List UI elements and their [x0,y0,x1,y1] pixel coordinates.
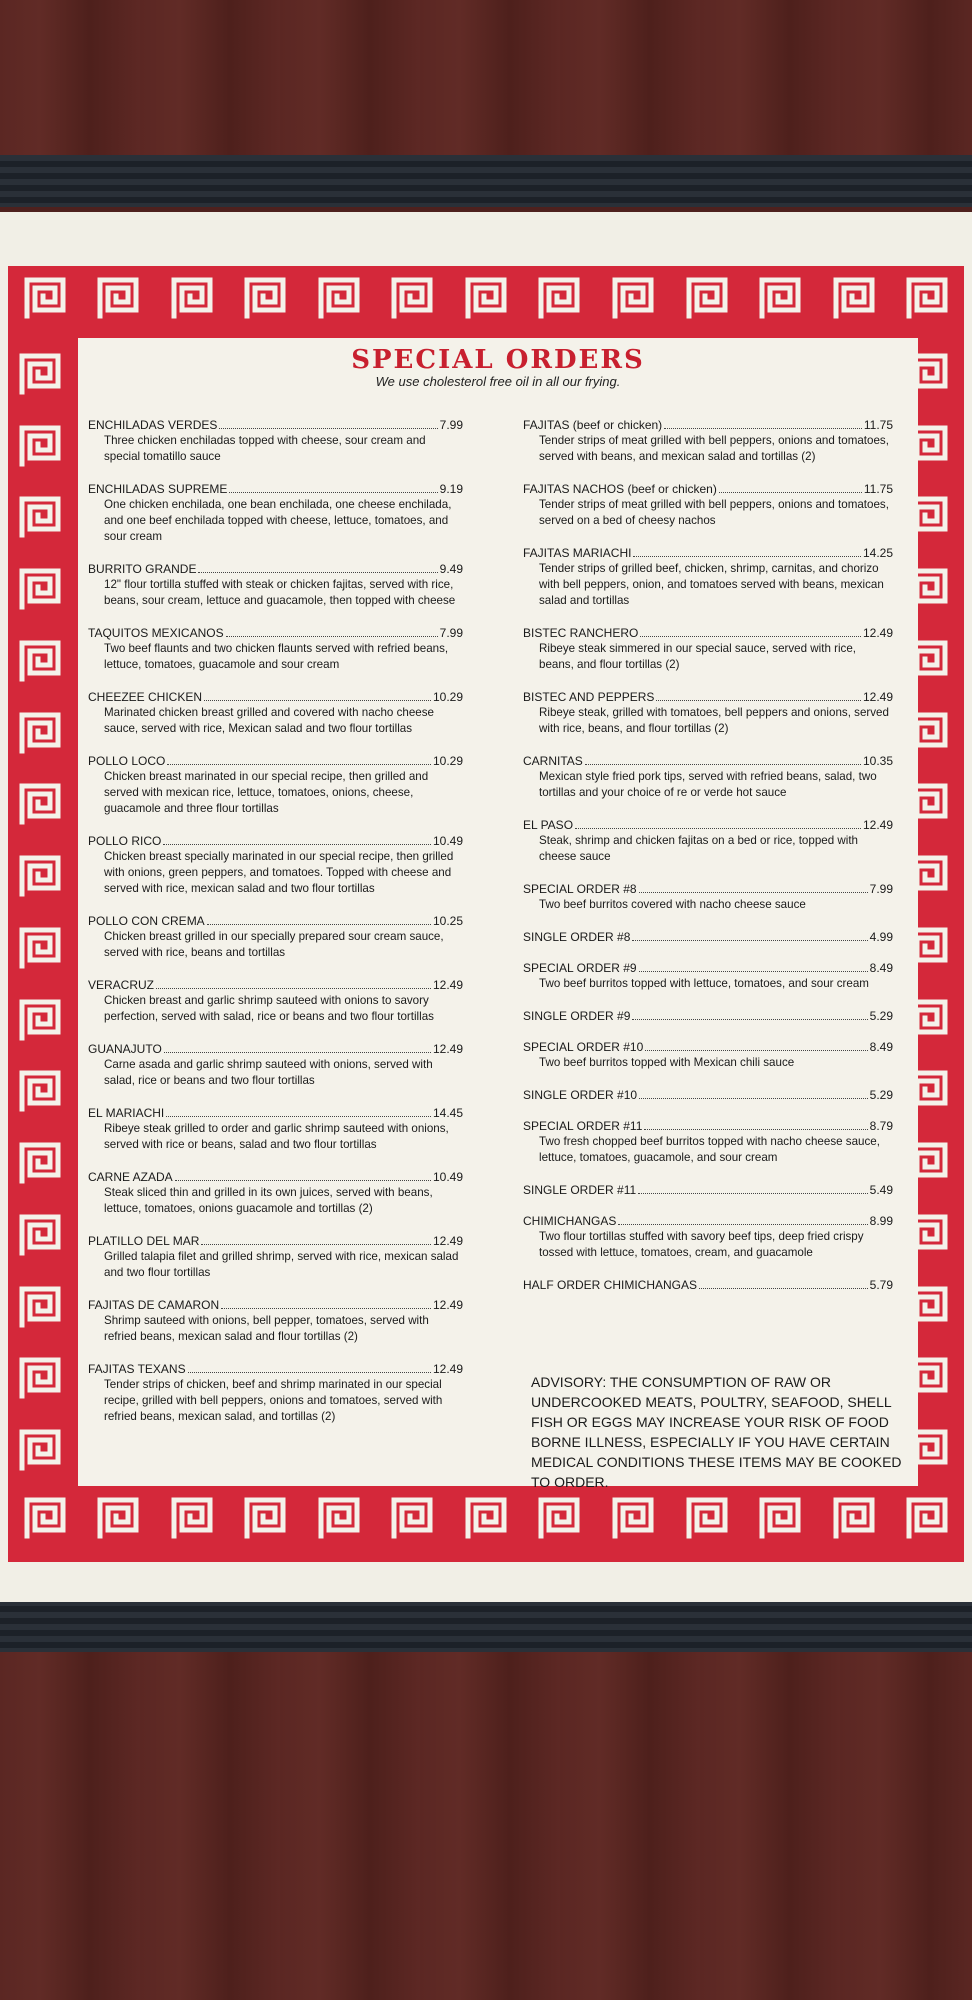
menu-item-name: FAJITAS TEXANS [88,1362,186,1376]
menu-item [523,754,893,801]
menu-item [523,1009,893,1023]
dot-leader [633,556,861,557]
menu-item-description: Ribeye steak simmered in our special sauce, served with rice, beans, and flour tortillas (2) [539,642,857,671]
greek-key-icon [18,926,62,970]
menu-item-header [523,930,893,944]
menu-item-name: FAJITAS NACHOS (beef or chicken) [523,482,717,496]
greek-key-icon [18,1356,62,1400]
border-pattern-bottom [8,1496,964,1548]
menu-item-price: 7.99 [439,418,463,432]
greek-key-icon [170,1496,214,1540]
menu-item [88,562,463,609]
menu-item-price: 10.49 [432,834,463,848]
menu-item-header [88,562,463,576]
menu-item-header [88,914,463,928]
menu-item [88,1170,463,1217]
greek-key-icon [758,276,802,320]
menu-item-name: BURRITO GRANDE [88,562,197,576]
menu-item-name: EL MARIACHI [88,1106,165,1120]
menu-item-price: 14.45 [432,1106,463,1120]
menu-item-description: Three chicken enchiladas topped with cheese, sour cream and special tomatillo sauce [104,434,426,463]
menu-item-price: 5.29 [869,1009,893,1023]
menu-item-description: Grilled talapia filet and grilled shrimp, served with rice, mexican salad and two flour tortillas [104,1250,459,1279]
greek-key-icon [18,639,62,683]
menu-item-price: 12.49 [432,1042,463,1056]
menu-item-header [88,1234,463,1248]
menu-item [88,978,463,1025]
menu-item [88,914,463,961]
menu-item-description: Two beef burritos topped with Mexican chili sauce [539,1056,795,1069]
menu-item-header [523,818,893,832]
menu-item-description: Mexican style fried pork tips, served with refried beans, salad, two tortillas and your choice of re or verde hot sauce [539,770,877,799]
greek-key-icon [317,276,361,320]
menu-item-price: 9.19 [439,482,463,496]
menu-item-header [523,1214,893,1228]
menu-item-description: Chicken breast and garlic shrimp sauteed with onions to savory perfection, served with salad, rice or beans and two flour tortillas [104,994,434,1023]
greek-key-icon [537,276,581,320]
menu-item-description: 12" flour tortilla stuffed with steak or chicken fajitas, served with rice, beans, sour cream, lettuce and guacamole, then topped with cheese [104,578,456,607]
greek-key-icon [18,495,62,539]
menu-item [523,961,893,992]
menu-item-header [523,418,893,432]
greek-key-icon [18,782,62,826]
menu-item-description: Tender strips of meat grilled with bell peppers, onions and tomatoes, served on a bed of cheesy nachos [539,498,889,527]
menu-item-price: 12.49 [432,1234,463,1248]
greek-key-icon [96,1496,140,1540]
dot-leader [645,1050,867,1051]
greek-key-icon [23,276,67,320]
menu-item-name: VERACRUZ [88,978,155,992]
dot-leader [719,492,862,493]
border-pattern-left [18,338,70,1486]
dot-leader [167,764,431,765]
wood-table-bottom [0,1650,972,2000]
dot-leader [229,492,437,493]
menu-item-name: FAJITAS MARIACHI [523,546,632,560]
menu-item-name: SINGLE ORDER #11 [523,1183,637,1197]
greek-key-icon [611,276,655,320]
menu-item-price: 14.25 [862,546,893,560]
dot-leader [632,940,867,941]
menu-item-header [523,1040,893,1054]
menu-item-price: 5.79 [869,1278,893,1292]
greek-key-icon [18,1428,62,1472]
dot-leader [632,1019,867,1020]
dot-leader [188,1372,431,1373]
menu-item-description: Tender strips of meat grilled with bell peppers, onions and tomatoes, served with beans, and mexican salad and tortillas (2) [539,434,889,463]
menu-item-name: BISTEC RANCHERO [523,626,639,640]
menu-item-name: CARNE AZADA [88,1170,173,1184]
dot-leader [226,636,438,637]
menu-column-left [88,418,463,1442]
menu-item [523,546,893,609]
menu-item-description: Carne asada and garlic shrimp sauteed with onions, served with salad, rice or beans and two flour tortillas [104,1058,433,1087]
menu-item [88,418,463,465]
menu-item-name: POLLO RICO [88,834,162,848]
menu-item-name: BISTEC AND PEPPERS [523,690,655,704]
menu-item-price: 12.49 [432,1298,463,1312]
menu-item [523,1278,893,1292]
dot-leader [575,828,861,829]
menu-item-price: 7.99 [439,626,463,640]
dot-leader [639,1098,868,1099]
menu-item [523,930,893,944]
greek-key-icon [170,276,214,320]
menu-item [523,1040,893,1071]
dot-leader [156,988,431,989]
menu-item-header [523,1183,893,1197]
menu-item-header [523,1278,893,1292]
menu-subtitle: We use cholesterol free oil in all our frying. [375,374,621,389]
greek-key-icon [18,1213,62,1257]
menu-item-price: 12.49 [862,626,893,640]
menu-item-price: 10.29 [432,754,463,768]
menu-item [523,1214,893,1261]
menu-item-header [523,1009,893,1023]
menu-item-name: FAJITAS (beef or chicken) [523,418,663,432]
menu-item-description: Steak, shrimp and chicken fajitas on a bed or rice, topped with cheese sauce [539,834,859,863]
menu-item-description: Tender strips of chicken, beef and shrimp marinated in our special recipe, grilled with bell peppers, onions and tomatoes, served with refried beans, mexican salad, and tortillas (2) [104,1378,443,1423]
menu-item [523,626,893,673]
menu-item-price: 7.99 [869,882,893,896]
greek-key-icon [537,1496,581,1540]
greek-key-icon [18,1141,62,1185]
dot-leader [644,1129,867,1130]
menu-item [88,1234,463,1281]
greek-key-icon [96,276,140,320]
menu-item [88,1362,463,1425]
dot-leader [699,1288,868,1289]
menu-binder-top [0,155,972,207]
menu-item [523,1119,893,1166]
menu-item-description: Ribeye steak, grilled with tomatoes, bell peppers and onions, served with rice, beans, and flour tortillas (2) [539,706,889,735]
greek-key-icon [685,1496,729,1540]
greek-key-icon [243,276,287,320]
menu-item-price: 4.99 [869,930,893,944]
menu-item [523,418,893,465]
menu-item-price: 12.49 [862,690,893,704]
menu-item-name: POLLO CON CREMA [88,914,205,928]
menu-item-header [523,690,893,704]
dot-leader [656,700,861,701]
menu-column-right [523,418,893,1309]
menu-item-description: Two beef burritos topped with lettuce, tomatoes, and sour cream [539,977,869,990]
menu-item [523,1183,893,1197]
menu-item-header [523,882,893,896]
menu-item-price: 12.49 [432,978,463,992]
menu-item-description: Two beef burritos covered with nacho cheese sauce [539,898,806,911]
menu-item-header [88,1042,463,1056]
menu-item-description: Chicken breast grilled in our specially prepared sour cream sauce, served with rice, beans and tortillas [104,930,444,959]
greek-key-icon [18,352,62,396]
menu-item-header [523,754,893,768]
dot-leader [221,1308,431,1309]
menu-item-header [523,1119,893,1133]
greek-key-icon [464,1496,508,1540]
dot-leader [204,700,431,701]
menu-item-price: 10.49 [432,1170,463,1184]
menu-item-name: CHEEZEE CHICKEN [88,690,203,704]
dot-leader [166,1116,431,1117]
greek-key-icon [18,998,62,1042]
greek-key-icon [18,567,62,611]
menu-item-header [88,690,463,704]
dot-leader [175,1180,431,1181]
menu-item-description: Two fresh chopped beef burritos topped with nacho cheese sauce, lettuce, tomatoes, guacamole, and sour cream [539,1135,880,1164]
greek-key-icon [905,1496,949,1540]
greek-key-icon [390,276,434,320]
greek-key-icon [23,1496,67,1540]
greek-key-icon [905,276,949,320]
greek-key-icon [390,1496,434,1540]
menu-item-price: 11.75 [863,482,893,496]
menu-item-header [523,961,893,975]
menu-item-header [523,482,893,496]
menu-item [88,1042,463,1089]
greek-key-icon [832,1496,876,1540]
menu-item-header [523,1088,893,1102]
greek-key-icon [18,1069,62,1113]
menu-item-header [88,482,463,496]
greek-key-icon [611,1496,655,1540]
menu-item-name: POLLO LOCO [88,754,166,768]
dot-leader [585,764,861,765]
menu-item-price: 11.75 [863,418,893,432]
greek-key-icon [317,1496,361,1540]
menu-item-name: TAQUITOS MEXICANOS [88,626,224,640]
greek-key-icon [685,276,729,320]
menu-item [88,626,463,673]
dot-leader [664,428,862,429]
greek-key-icon [18,854,62,898]
menu-item-description: Ribeye steak grilled to order and garlic shrimp sauteed with onions, served with rice or beans, salad and two flour tortillas [104,1122,449,1151]
dot-leader [640,636,861,637]
menu-item-price: 8.49 [869,1040,893,1054]
menu-item-description: Shrimp sauteed with onions, bell pepper, tomatoes, served with refried beans, mexican salad and flour tortillas (2) [104,1314,429,1343]
greek-key-icon [464,276,508,320]
menu-item-name: SPECIAL ORDER #8 [523,882,637,896]
menu-item-price: 8.79 [869,1119,893,1133]
menu-item [523,882,893,913]
menu-item [88,834,463,897]
menu-binder-bottom [0,1600,972,1652]
menu-item-header [88,1106,463,1120]
menu-item-description: Steak sliced thin and grilled in its own juices, served with beans, lettuce, tomatoes, onions guacamole and tortillas (2) [104,1186,433,1215]
menu-item-header [523,546,893,560]
menu-item-name: SINGLE ORDER #9 [523,1009,631,1023]
menu-item-description: Tender strips of grilled beef, chicken, shrimp, carnitas, and chorizo with bell peppers, onion, and tomatoes served with beans, mexican salad and tortillas [539,562,884,607]
menu-item-price: 9.49 [439,562,463,576]
menu-item-header [88,1170,463,1184]
menu-item-header [88,754,463,768]
menu-item-price: 8.49 [869,961,893,975]
dot-leader [201,1244,431,1245]
menu-item-name: CHIMICHANGAS [523,1214,617,1228]
menu-item [88,1298,463,1345]
dot-leader [164,1052,431,1053]
border-pattern-top [8,276,964,328]
menu-item-description: Marinated chicken breast grilled and covered with nacho cheese sauce, served with rice, Mexican salad and two flour tortillas [104,706,434,735]
dot-leader [219,428,437,429]
menu-item-name: EL PASO [523,818,574,832]
menu-item [88,754,463,817]
greek-key-icon [243,1496,287,1540]
menu-item-description: Two flour tortillas stuffed with savory beef tips, deep fried crispy tossed with lettuce, tomatoes, cream, and guacamole [539,1230,864,1259]
dot-leader [639,892,868,893]
dot-leader [618,1224,867,1225]
menu-item-price: 5.49 [869,1183,893,1197]
menu-item-price: 10.35 [862,754,893,768]
wood-table-top [0,0,972,160]
dot-leader [163,844,431,845]
menu-item-price: 10.25 [432,914,463,928]
menu-item-description: Chicken breast specially marinated in our special recipe, then grilled with onions, green peppers, and tomatoes. Topped with cheese and served with rice, mexican salad and two flour tortillas [104,850,454,895]
dot-leader [207,924,431,925]
menu-item-header [88,626,463,640]
menu-item-name: GUANAJUTO [88,1042,162,1056]
menu-item [88,482,463,545]
menu-item-price: 5.29 [869,1088,893,1102]
greek-key-icon [18,424,62,468]
menu-item-name: SINGLE ORDER #10 [523,1088,638,1102]
menu-item-name: CARNITAS [523,754,583,768]
menu-item-price: 8.99 [869,1214,893,1228]
menu-item [523,482,893,529]
dot-leader [198,572,437,573]
dot-leader [639,971,868,972]
menu-item-price: 12.49 [862,818,893,832]
menu-item-price: 10.29 [432,690,463,704]
menu-item-price: 12.49 [432,1362,463,1376]
greek-key-icon [832,276,876,320]
menu-item [523,1088,893,1102]
menu-item-name: HALF ORDER CHIMICHANGAS [523,1278,698,1292]
menu-item-description: Chicken breast marinated in our special recipe, then grilled and served with mexican rice, lettuce, tomatoes, onions, cheese, guacamole and three flour tortillas [104,770,429,815]
menu-item-name: PLATILLO DEL MAR [88,1234,200,1248]
menu-item-description: Two beef flaunts and two chicken flaunts served with refried beans, lettuce, tomatoes, guacamole and sour cream [104,642,449,671]
food-advisory: ADVISORY: THE CONSUMPTION OF RAW OR UNDERCOOKED MEATS, POULTRY, SEAFOOD, SHELL FISH OR EGGS MAY INCREASE YOUR RISK OF FOOD BORNE ILLNESS, ESPECIALLY IF YOU HAVE CERTAIN MEDICAL CONDITIONS THESE ITEMS MAY BE COOKED TO ORDER. [531,1374,902,1490]
menu-item-header [88,1298,463,1312]
menu-item [88,690,463,737]
menu-item-header [88,978,463,992]
menu-item-name: FAJITAS DE CAMARON [88,1298,220,1312]
menu-item [523,690,893,737]
greek-key-icon [18,711,62,755]
menu-item [523,818,893,865]
menu-item-name: SINGLE ORDER #8 [523,930,631,944]
menu-item [88,1106,463,1153]
menu-item-header [88,1362,463,1376]
menu-item-name: SPECIAL ORDER #10 [523,1040,644,1054]
menu-item-name: SPECIAL ORDER #9 [523,961,637,975]
menu-item-header [88,834,463,848]
dot-leader [638,1193,867,1194]
menu-item-header [88,418,463,432]
greek-key-icon [758,1496,802,1540]
menu-item-name: SPECIAL ORDER #11 [523,1119,643,1133]
menu-item-name: ENCHILADAS SUPREME [88,482,228,496]
menu-title: SPECIAL ORDERS [351,345,645,375]
greek-key-icon [18,1285,62,1329]
menu-item-description: One chicken enchilada, one bean enchilada, one cheese enchilada, and one beef enchilada topped with cheese, lettuce, tomatoes, and sour cream [104,498,452,543]
menu-item-header [523,626,893,640]
menu-item-name: ENCHILADAS VERDES [88,418,218,432]
